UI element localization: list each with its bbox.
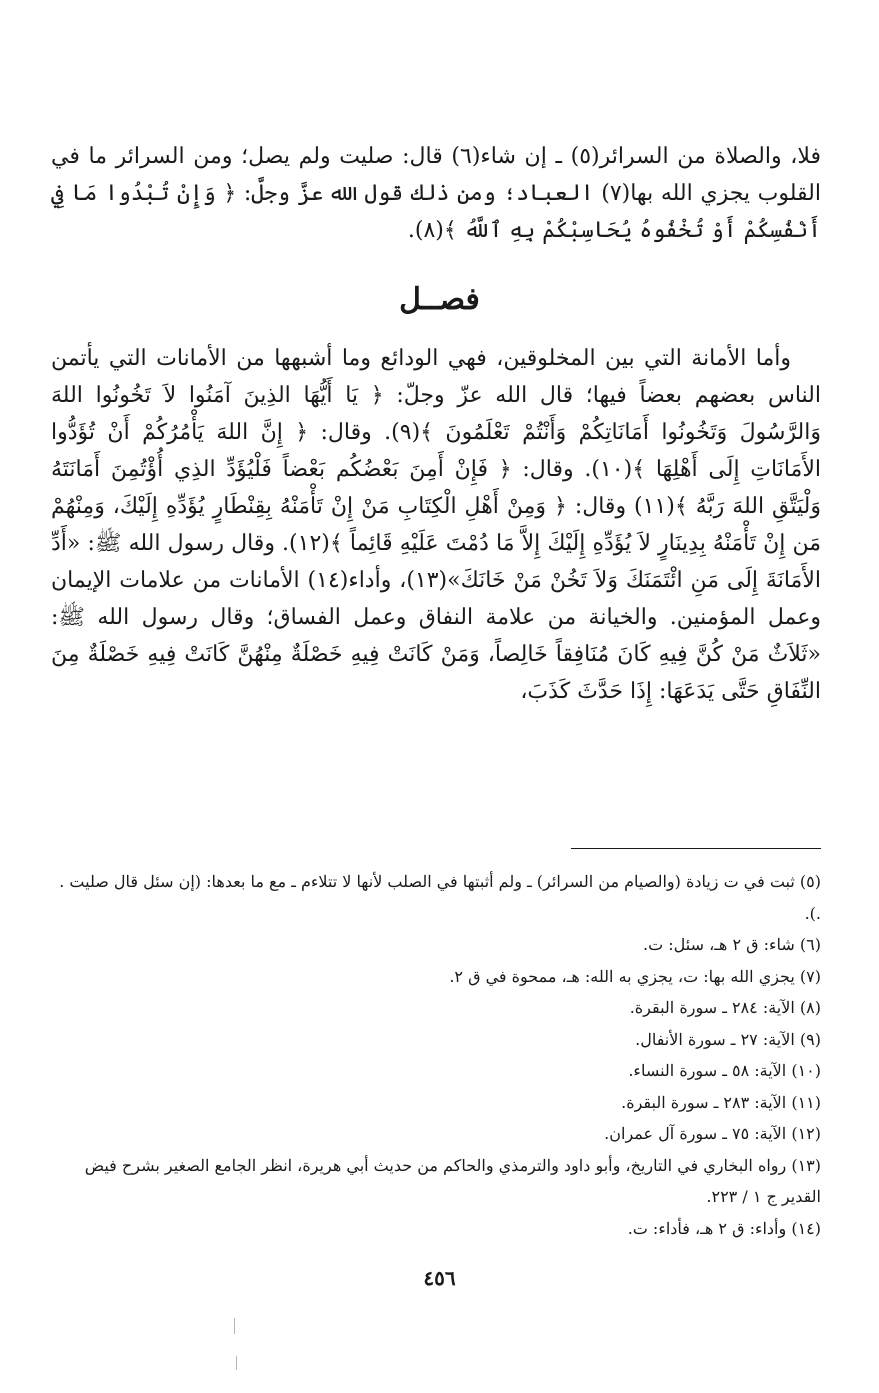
footnote-7: (٧) يجزي الله بها: ت، يجزي به الله: هـ، ممحوة في ق ٢.	[449, 966, 821, 986]
footnote-8: (٨) الآية: ٢٨٤ ـ سورة البقرة.	[629, 998, 821, 1017]
footnote-11: (١١) الآية: ٢٨٣ ـ سورة البقرة.	[621, 1092, 821, 1112]
footnote-separator	[571, 848, 821, 849]
scan-artifact	[236, 1356, 237, 1370]
main-text-top	[51, 138, 821, 249]
paragraph-1: فلا، والصلاة من السرائر(٥) ـ إن شاء(٦) قال: صليت ولم يصل؛ ومن السرائر ما في القلوب يجزي الله بها(٧) العباد؛ ومن ذلك قول الله عزَّ وجلَّ: ﴿ وَإِنْ تُبْدُوا مَا فِي أَنْفُسِكُمْ أَوْ تُخْفُوهُ يُحَاسِبْكُمْ بِهِ ٱللَّهُ ﴾(٨).	[51, 144, 821, 243]
footnotes-list	[51, 866, 821, 1244]
footnote-5: (٥) ثبت في ت زيادة (والصيام من السرائر) ـ ولم أثبتها في الصلب لأنها لا تتلاءم ـ مع ما بعدها: (إن سئل قال صليت . .).	[59, 872, 821, 923]
footnote-14: (١٤) وأداء: ق ٢ هـ، فأداء: ت.	[627, 1218, 821, 1238]
footnote-6: (٦) شاء: ق ٢ هـ، سئل: ت.	[643, 935, 821, 954]
footnote-12: (١٢) الآية: ٧٥ ـ سورة آل عمران.	[604, 1124, 821, 1143]
main-text-section	[51, 340, 821, 710]
page-number: ٤٥٦	[423, 1266, 456, 1290]
footnote-10: (١٠) الآية: ٥٨ ـ سورة النساء.	[628, 1061, 821, 1080]
scan-artifact	[234, 1318, 235, 1334]
paragraph-2: وأما الأمانة التي بين المخلوقين، فهي الودائع وما أشبهها من الأمانات التي يأتمن الناس بعضهم بعضاً فيها؛ قال الله عزّ وجلّ: ﴿ يَا أَيُّهَا الذِينَ آمَنُوا لاَ تَخُونُوا اللهَ وَالرَّسُولَ وَتَخُونُوا أَمَانَاتِكُمْ وَأَنْتُمْ تَعْلَمُونَ ﴾(٩). وقال: ﴿ إِنَّ اللهَ يَأْمُرُكُمْ أَنْ تُؤَدُّوا الأَمَانَاتِ إِلَى أَهْلِهَا ﴾(١٠). وقال: ﴿ فَإِنْ أَمِنَ بَعْضُكُم بَعْضاً فَلْيُؤَدِّ الذِي أُؤْتُمِنَ أَمَانَتَهُ وَلْيَتَّقِ اللهَ رَبَّهُ ﴾(١١) وقال: ﴿ وَمِنْ أَهْلِ الْكِتَابِ مَنْ إِنْ تَأْمَنْهُ بِقِنْطَارٍ يُؤَدِّهِ إِلَيْكَ، وَمِنْهُمْ مَن إِنْ تَأْمَنْهُ بِدِينَارٍ لاَ يُؤَدِّهِ إِلَيْكَ إِلاَّ مَا دُمْتَ عَلَيْهِ قَائِماً ﴾(١٢). وقال رسول الله ﷺ: «أَدِّ الأَمَانَةَ إِلَى مَنِ ائْتَمَنَكَ وَلاَ تَخُنْ مَنْ خَانَكَ»(١٣)، وأداء(١٤) الأمانات من علامات الإيمان وعمل المؤمنين. والخيانة من علامة النفاق وعمل الفساق؛ وقال رسول الله ﷺ: «ثَلاَثٌ مَنْ كُنَّ فِيهِ كَانَ مُنَافِقاً خَالِصاً، وَمَنْ كَانَتْ فِيهِ خَصْلَةٌ مِنْهُنَّ كَانَتْ فِيهِ خَصْلَةٌ مِنَ النِّفَاقِ حَتَّى يَدَعَهَا: إِذَا حَدَّثَ كَذَبَ،	[51, 346, 822, 704]
footnote-13: (١٣) رواه البخاري في التاريخ، وأبو داود والترمذي والحاكم من حديث أبي هريرة، انظر الجامع الصغير بشرح فيض القدير ج ١ / ٢٢٣.	[84, 1155, 821, 1206]
section-title: فصــل	[399, 282, 480, 317]
footnote-9: (٩) الآية: ٢٧ ـ سورة الأنفال.	[635, 1029, 821, 1049]
